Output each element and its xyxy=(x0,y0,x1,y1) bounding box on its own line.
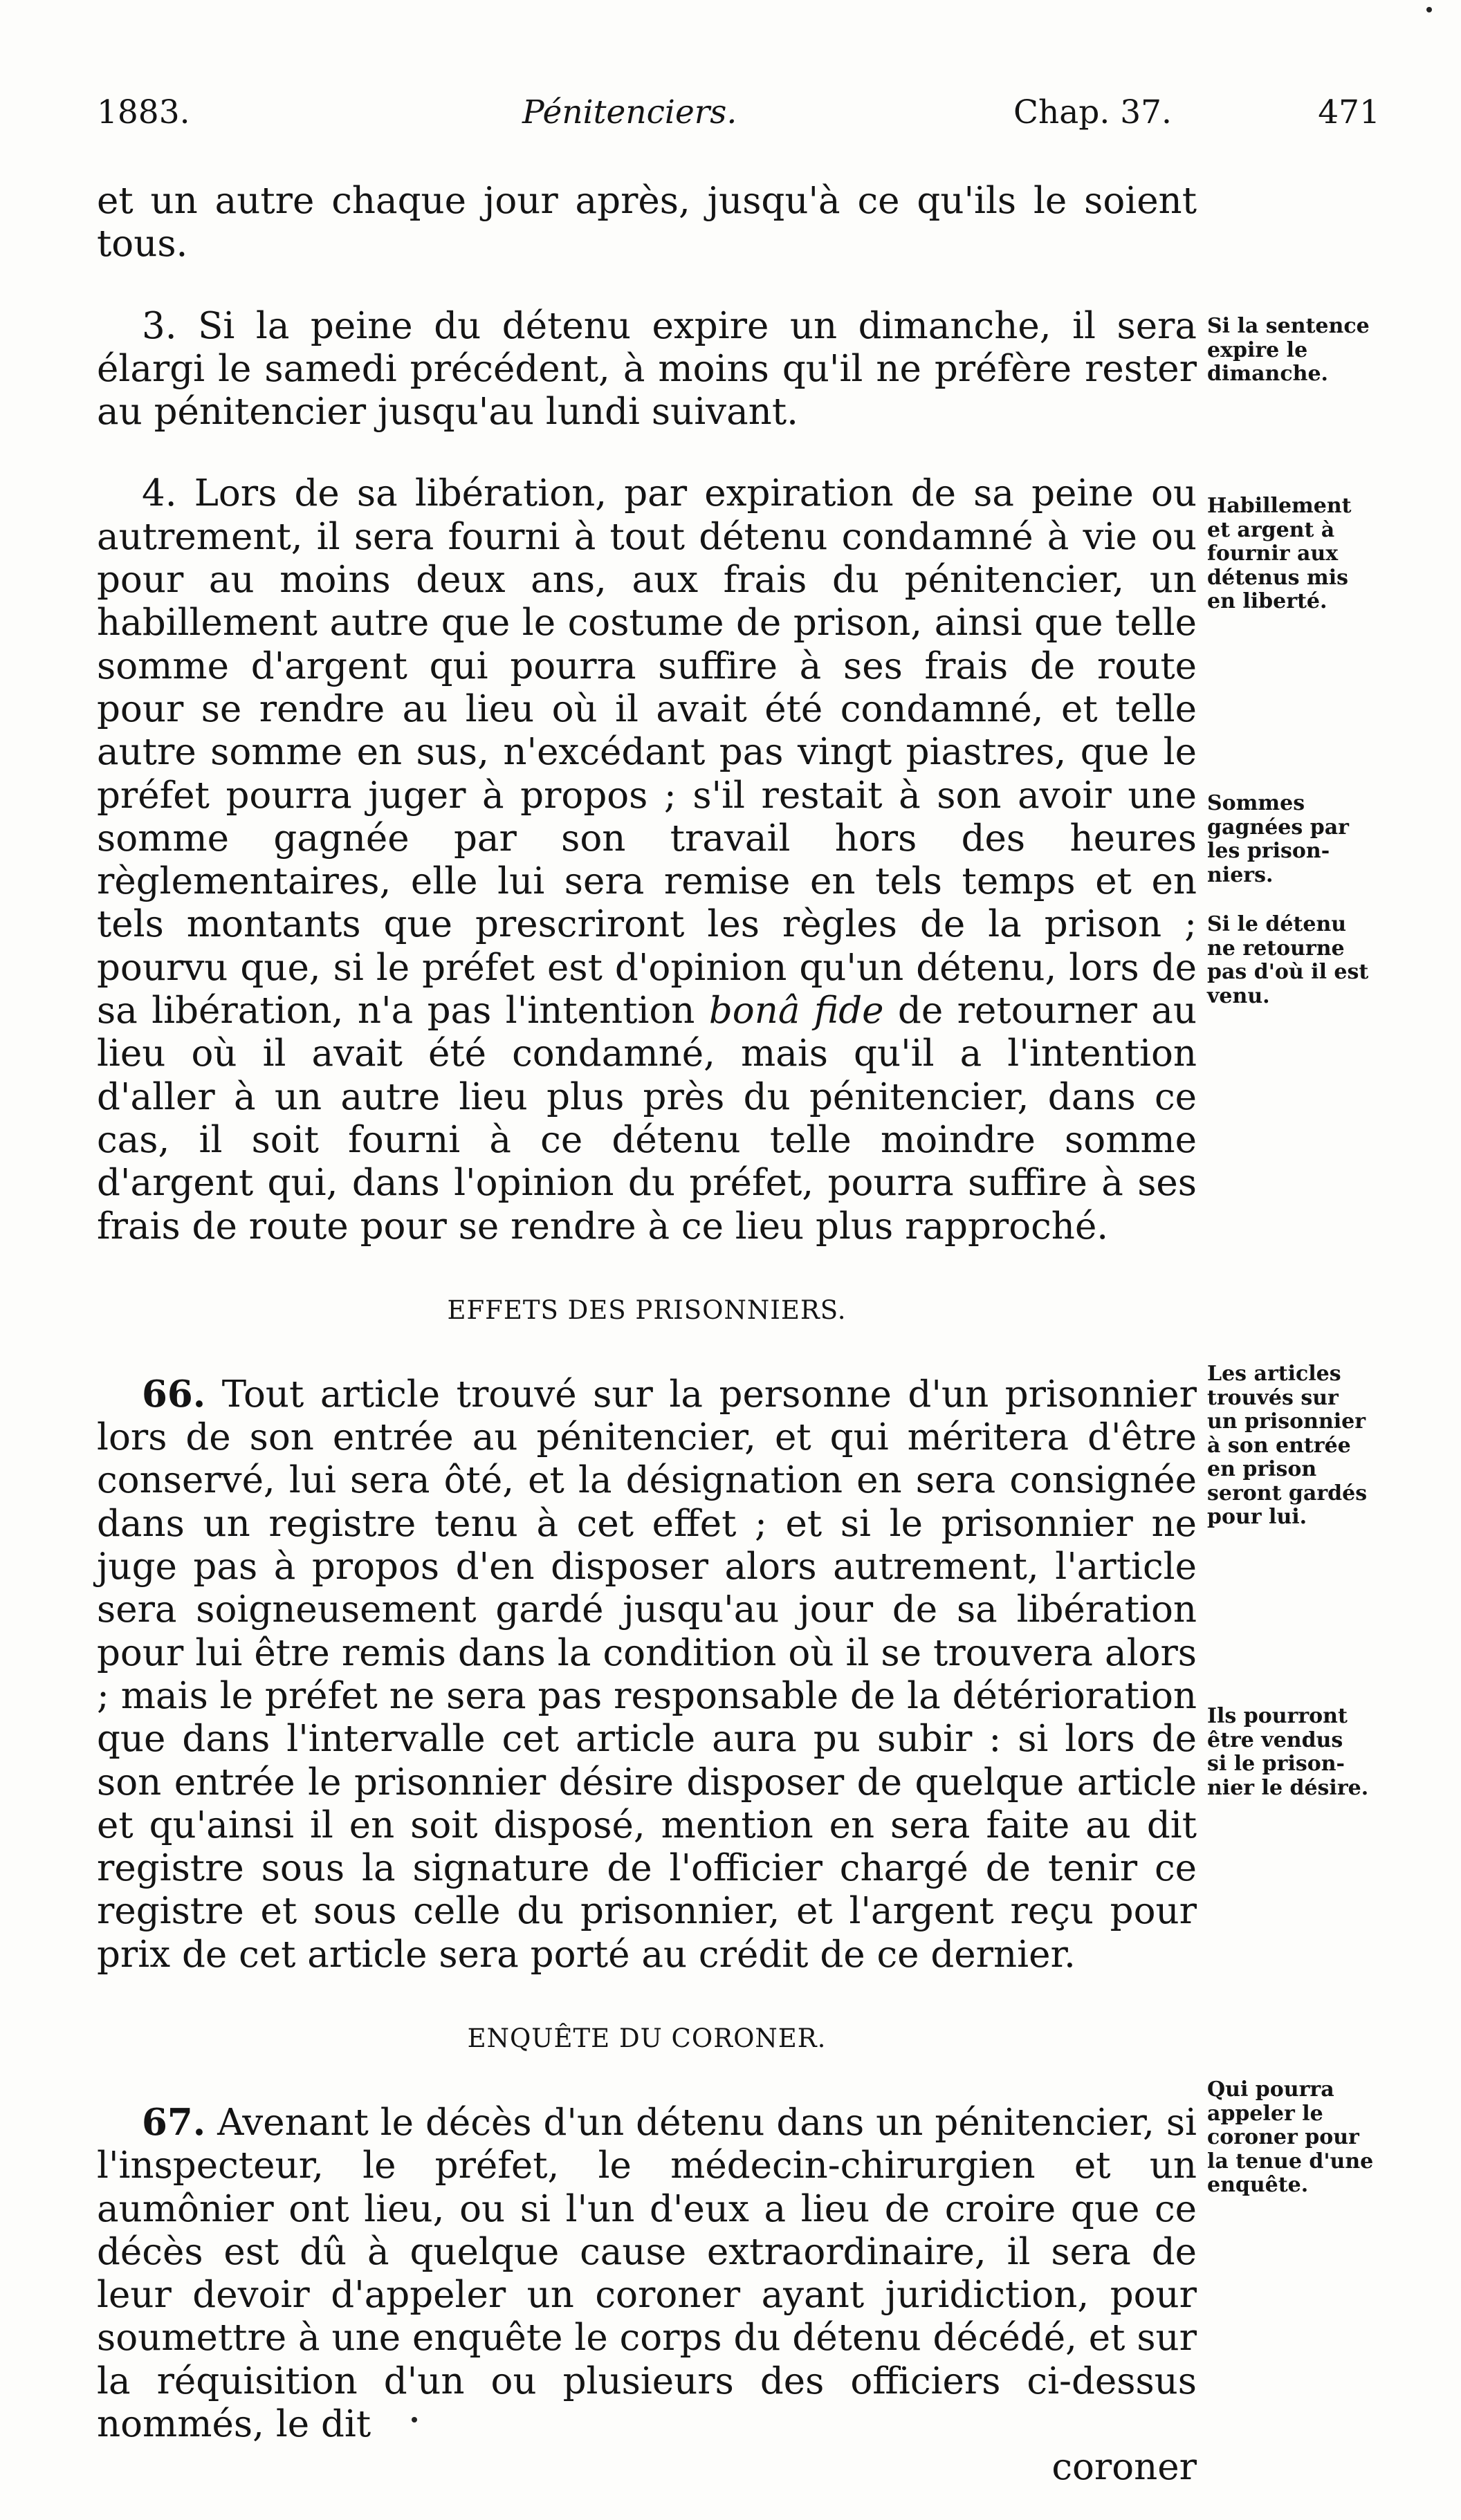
margin-note-line: Habillement xyxy=(1207,494,1352,518)
margin-note-line: coroner pour xyxy=(1207,2125,1359,2149)
section-67-text: Avenant le décès d'un détenu dans un pénitencier, si l'inspecteur, le préfet, le médecin-chirurgien et un aumônier ont lieu, ou si l'un d'eux a lieu de croire que ce décès est dû à quelque cause extraordinaire, il sera de leur devoir d'appeler un coroner ayant juridiction, pour soumettre à une enquête le corps du détenu décédé, et sur la réquisition d'un ou plusieurs des officiers ci-dessus nommés, le dit xyxy=(97,2101,1197,2446)
margin-note-line: un prisonnier xyxy=(1207,1409,1366,1434)
margin-note-earnings xyxy=(1207,792,1435,887)
margin-note-articles-kept xyxy=(1207,1362,1435,1530)
margin-note-line: être vendus xyxy=(1207,1727,1343,1752)
section-66-text: Tout article trouvé sur la personne d'un prisonnier lors de son entrée au pénitencier, et qui méritera d'être conservé, lui sera ôté, et la désignation en sera consignée dans un registre tenu à cet effet ; et si le prisonnier ne juge pas à propos d'en disposer alors autrement, l'article sera soigneusement gardé jusqu'au jour de sa libération pour lui être remis dans la condition où il se trouvera alors ; mais le préfet ne sera pas responsable de la détérioration que dans l'intervalle cet article aura pu subir : si lors de son entrée le prisonnier désire disposer de quelque article et qu'ainsi il en soit disposé, mention en sera faite au dit registre sous la signature de l'officier chargé de tenir ce registre et sous celle du prisonnier, et l'argent reçu pour prix de cet article sera porté au crédit de ce dernier. xyxy=(97,1373,1197,1976)
margin-note-line: si le prison- xyxy=(1207,1752,1345,1776)
margin-note-line: niers. xyxy=(1207,862,1274,887)
page-number: 471 xyxy=(1318,93,1380,131)
margin-note-line: détenus mis xyxy=(1207,565,1348,590)
margin-note-line: pas d'où il est xyxy=(1207,960,1369,984)
subsection-3: 3. Si la peine du détenu expire un dimanche, il sera élargi le samedi précédent, à moins qu'il ne préfère rester au pénitencier jusqu'au lundi suivant. xyxy=(97,304,1197,434)
header-year: 1883. xyxy=(97,93,190,131)
margin-note-line: nier le désire. xyxy=(1207,1775,1369,1800)
margin-note-line: Qui pourra xyxy=(1207,2077,1334,2102)
margin-note-line: pour lui. xyxy=(1207,1505,1307,1529)
margin-note-line: gagnées par xyxy=(1207,815,1349,840)
running-header xyxy=(97,93,1380,142)
header-chapter: Chap. 37. xyxy=(1013,93,1172,131)
section-67-number: 67. xyxy=(142,2100,206,2144)
margin-note-not-returning xyxy=(1207,913,1435,1008)
margin-note-line: expire le xyxy=(1207,337,1308,362)
margin-note-line: Si la sentence xyxy=(1207,314,1370,338)
margin-note-line: seront gardés xyxy=(1207,1481,1368,1505)
section-66-number: 66. xyxy=(142,1372,206,1416)
continued-paragraph: et un autre chaque jour après, jusqu'à ce qu'ils le soient tous. xyxy=(97,180,1197,266)
margin-note-sentence-sunday xyxy=(1207,315,1435,387)
margin-note-line: Les articles xyxy=(1207,1362,1341,1386)
margin-note-line: Ils pourront xyxy=(1207,1704,1348,1728)
margin-note-line: Sommes xyxy=(1207,791,1305,815)
section-67 xyxy=(97,2101,1197,2446)
catchword: coroner xyxy=(1051,2446,1197,2489)
margin-note-line: en prison xyxy=(1207,1457,1317,1481)
margin-note-line: dimanche. xyxy=(1207,362,1328,386)
margin-note-line: à son entrée xyxy=(1207,1433,1351,1458)
margin-note-articles-sold xyxy=(1207,1705,1435,1800)
speck-mark xyxy=(1426,7,1432,12)
margin-note-line: ne retourne xyxy=(1207,936,1345,961)
speck-mark xyxy=(412,2417,417,2422)
margin-note-line: Si le détenu xyxy=(1207,912,1347,936)
margin-note-line: les prison- xyxy=(1207,839,1330,863)
margin-note-line: la tenue d'une xyxy=(1207,2149,1374,2174)
margin-note-line: fournir aux xyxy=(1207,541,1339,566)
margin-note-line: et argent à xyxy=(1207,517,1335,542)
subsection-4-part1: 4. Lors de sa libération, par expiration de sa peine ou autrement, il sera fourni à tout détenu condamné à vie ou pour au moins deux ans, aux frais du pénitencier, un habillement autre que le costume de prison, ainsi que telle somme d'argent qui pourra suffire à ses frais de route pour se rendre au lieu où il avait été condamné, et telle autre somme en sus, n'excédant pas vingt piastres, que le préfet pourra juger à propos ; s'il restait à son avoir une somme gagnée par son travail hors des heures règlementaires, elle lui sera remise en tels temps et en tels montants que prescriront les règles de la prison ; pourvu que, si le préfet est d'opinion qu'un détenu, lors de sa libération, n'a pas l'intention xyxy=(97,472,1197,1032)
margin-note-clothing xyxy=(1207,494,1435,614)
latin-phrase: bonâ fide xyxy=(708,990,884,1032)
margin-note-line: appeler le xyxy=(1207,2101,1323,2126)
main-text xyxy=(97,180,1197,2490)
margin-note-line: enquête. xyxy=(1207,2173,1309,2197)
section-66 xyxy=(97,1373,1197,1976)
margin-note-line: trouvés sur xyxy=(1207,1385,1339,1410)
subsection-4-part2: de retourner au lieu où il avait été condamné, mais qu'il a l'intention d'aller à un autre lieu plus près du pénitencier, dans ce cas, il soit fourni à ce détenu telle moindre somme d'argent qui, dans l'opinion du préfet, pourra suffire à ses frais de route pour se rendre à ce lieu plus rapproché. xyxy=(97,990,1197,1248)
margin-note-line: en liberté. xyxy=(1207,589,1327,613)
margin-note-coroner xyxy=(1207,2078,1435,2198)
margin-note-line: venu. xyxy=(1207,983,1270,1008)
heading-effets: EFFETS DES PRISONNIERS. xyxy=(447,1295,847,1325)
subsection-4 xyxy=(97,472,1197,1248)
header-title: Pénitenciers. xyxy=(522,93,737,131)
heading-coroner: ENQUÊTE DU CORONER. xyxy=(467,2023,827,2053)
